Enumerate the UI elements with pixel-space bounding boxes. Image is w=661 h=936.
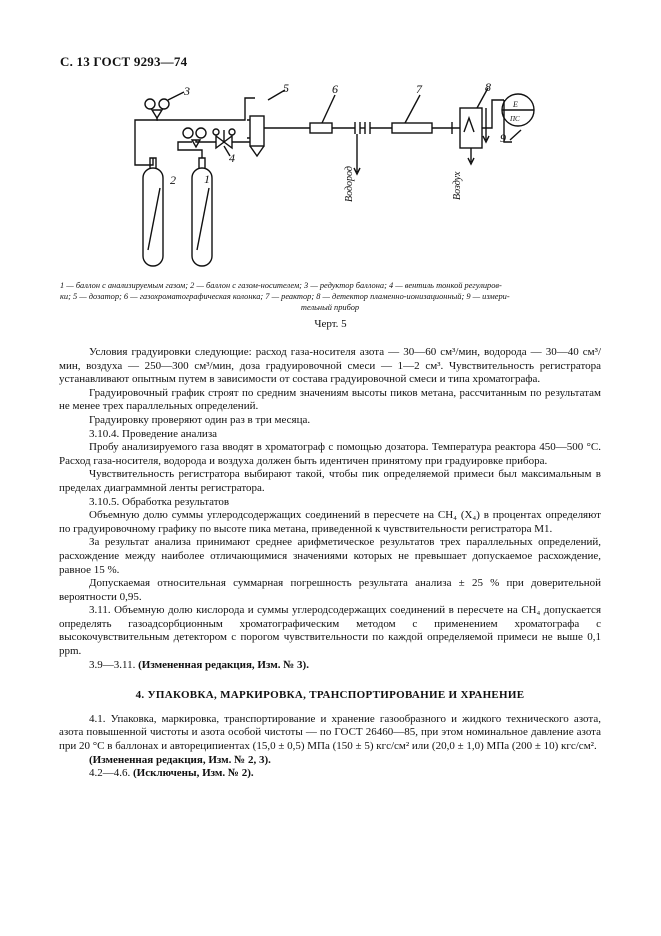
subsection-heading: 3.10.4. Проведение анализа <box>89 427 218 440</box>
subsection-heading: 3.10.5. Обработка результатов <box>89 495 230 508</box>
paragraph: Условия градуировки следующие: расход газа-носителя азота — 30—60 см³/мин, водорода — 30—40 см³/мин, воздуха — 250—300 см³/мин, доза градуировочной смеси — 1—2 см³. Чувствительность регистратора устанавливают опытным путем в зависимости от состава градуировочной смеси и типа хроматографа. <box>59 346 601 386</box>
paragraph: 3.11. Объемную долю кислорода и суммы углеродсодержащих соединений в пересчете на СН₄ допускается определять газоадсорбционным хроматографическим методом с применением хроматографа с высокочувствительным детектором с порогом чувствительности по каждой определяемой примеси не выше 0,1 ppm. <box>59 604 601 658</box>
hydrogen-label: Водород <box>344 166 355 202</box>
legend-line-3: тельный прибор <box>300 303 360 312</box>
revision-text: (Измененная редакция, Изм. № 3). <box>138 658 309 671</box>
gauge-bottom-label: ПС <box>510 115 520 123</box>
label-2: 2 <box>170 173 176 187</box>
paragraph: Объемную долю суммы углеродсодержащих соединений в пересчете на СН₄ (X₄) в процентах определяют по градуировочному графику по высоте пика метана, приведенной к чувствительности регистратора М1. <box>59 509 601 535</box>
chromatograph-schematic <box>100 80 620 275</box>
legend-line-1: 1 — баллон с анализируемым газом; 2 — баллон с газом-носителем; 3 — редуктор баллона; 4 — вентиль тонкой регулиров- <box>60 281 502 290</box>
paragraph: 4.1. Упаковка, маркировка, транспортирование и хранение газообразного и жидкого технического азота, азота повышенной чистоты и азота особой чистоты — по ГОСТ 26460—85, при этом номинальное давление азота при 20 °С в баллонах и автореципиентах (15,0 ± 0,5) МПа (150 ± 5) кгс/см² или (20,0 ± 1,0) МПа (200 ± 10) кгс/см². <box>59 712 601 753</box>
gauge-top-label: E <box>513 100 518 109</box>
paragraph: Допускаемая относительная суммарная погрешность результата анализа ± 25 % при доверительной вероятности 0,95. <box>59 577 601 603</box>
revision-ref: 3.9—3.11. <box>89 658 136 671</box>
legend-line-2: ки; 5 — дозатор; 6 — газохроматографическая колонка; 7 — реактор; 8 — детектор пламенно-ионизационный; 9 — измери- <box>60 292 510 301</box>
label-8: 8 <box>485 80 491 94</box>
label-4: 4 <box>229 151 235 165</box>
label-5: 5 <box>283 81 289 95</box>
paragraph: Градуировку проверяют один раз в три месяца. <box>89 413 311 426</box>
diagram-legend <box>60 280 600 313</box>
paragraph: Градуировочный график строят по средним значениям высоты пиков метана, рассчитанным по результатам не менее трех параллельных определений. <box>59 386 601 413</box>
cylinder-2 <box>143 168 163 266</box>
label-3: 3 <box>184 84 190 98</box>
revision-note <box>89 767 601 781</box>
revision-text: (Исключены, Изм. № 2). <box>133 767 254 780</box>
figure-caption: Черт. 5 <box>314 318 347 330</box>
label-9: 9 <box>500 131 506 145</box>
air-label: Воздух <box>452 171 463 200</box>
revision-ref: 4.2—4.6. <box>89 767 131 780</box>
section-heading: 4. УПАКОВКА, МАРКИРОВКА, ТРАНСПОРТИРОВАНИЕ И ХРАНЕНИЕ <box>135 689 525 702</box>
revision-note <box>89 659 601 673</box>
label-6: 6 <box>332 82 338 96</box>
paragraph: За результат анализа принимают среднее арифметическое результатов трех параллельных определений, расхождение между наиболее отличающимися значениями которых не превышает допускаемое расхождение, равное 15 %. <box>59 536 601 576</box>
paragraph: Чувствительность регистратора выбирают такой, чтобы пик определяемой примеси был максимальным в пределах диаграммной ленты регистратора. <box>59 468 601 494</box>
paragraph: Пробу анализируемого газа вводят в хроматограф с помощью дозатора. Температура реактора 450—500 °С. Расход газа-носителя, водорода и воздуха должен быть идентичен принятому при градуировке прибора. <box>59 441 601 467</box>
document-body <box>59 346 601 781</box>
label-7: 7 <box>416 82 422 96</box>
label-1: 1 <box>204 172 210 186</box>
page-header: С. 13 ГОСТ 9293—74 <box>60 54 188 69</box>
revision-note: (Измененная редакция, Изм. № 2, 3). <box>89 753 271 766</box>
